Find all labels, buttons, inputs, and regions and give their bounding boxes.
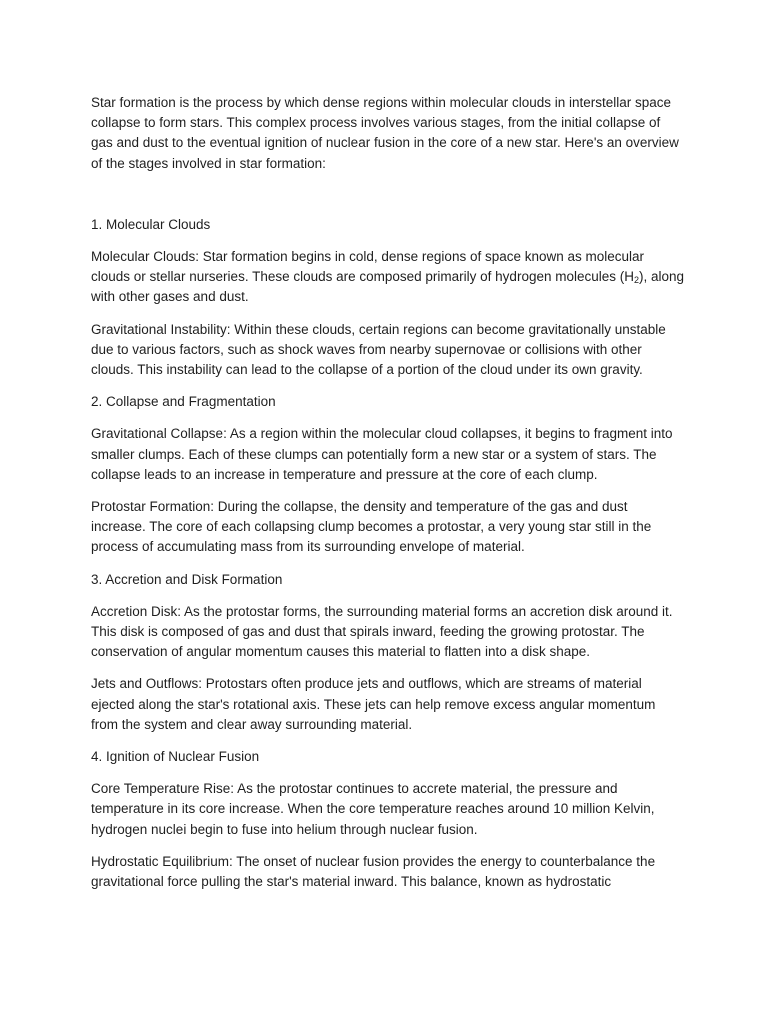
- section-collapse-fragmentation: [91, 392, 685, 557]
- paragraph-core-temperature: Core Temperature Rise: As the protostar continues to accrete material, the pressure and temperature in its core increase. When the core temperature reaches around 10 million Kelvin, hydrogen nuclei begin to fuse into helium through nuclear fusion.: [91, 781, 655, 837]
- paragraph-molecular-clouds: [91, 247, 685, 308]
- subscript: 2: [634, 275, 640, 286]
- section-nuclear-fusion: [91, 747, 685, 892]
- paragraph-jets-outflows: Jets and Outflows: Protostars often produce jets and outflows, which are streams of material ejected along the star's rotational axis. These jets can help remove excess angular momentum from the system and clear away surrounding material.: [91, 676, 656, 732]
- paragraph-accretion-disk: Accretion Disk: As the protostar forms, the surrounding material forms an accretion disk around it. This disk is composed of gas and dust that spirals inward, feeding the growing protostar. The conservation of angular momentum causes this material to flatten into a disk shape.: [91, 603, 673, 660]
- hydrogen-formula: $(H_2)$,: [619, 269, 648, 286]
- paragraph-gravitational-instability: Gravitational Instability: Within these clouds, certain regions can become gravitationally unstable due to various factors, such as shock waves from nearby supernovae or collisions with other clouds. This instability can lead to the collapse of a portion of the cloud under its own gravity.: [91, 321, 666, 378]
- section-heading: 1. Molecular Clouds: [91, 216, 211, 232]
- section-accretion-disk: [91, 570, 685, 735]
- paragraph-gravitational-collapse: Gravitational Collapse: As a region within the molecular cloud collapses, it begins to fragment into smaller clumps. Each of these clumps can potentially form a new star or a system of stars. The collapse leads to an increase in temperature and pressure at the core of each clump.: [91, 426, 673, 482]
- intro-paragraph: Star formation is the process by which dense regions within molecular clouds in interstellar space collapse to form stars. This complex process involves various stages, from the initial collapse of gas and dust to the eventual ignition of nuclear fusion in the core of a new star. Here's an overview of the stages involved in star formation:: [91, 95, 679, 171]
- document-body: [91, 93, 685, 904]
- paragraph-protostar-formation: Protostar Formation: During the collapse, the density and temperature of the gas and dust increase. The core of each collapsing clump becomes a protostar, a very young star still in the process of accumulating mass from its surrounding envelope of material.: [91, 499, 652, 555]
- paragraph-text: Molecular Clouds: Star formation begins in cold, dense regions of space known as molecular clouds or stellar nurseries. These clouds are composed primarily of hydrogen molecules: [91, 249, 645, 285]
- section-molecular-clouds: [91, 215, 685, 380]
- section-heading: 4. Ignition of Nuclear Fusion: [91, 749, 260, 765]
- section-heading: 2. Collapse and Fragmentation: [91, 394, 276, 410]
- section-heading: 3. Accretion and Disk Formation: [91, 571, 283, 587]
- paragraph-hydrostatic-equilibrium: Hydrostatic Equilibrium: The onset of nuclear fusion provides the energy to counterbalance the gravitational force pulling the star's material inward. This balance, known as hydrostatic: [91, 853, 656, 890]
- paragraph-text: along with other gases and dust.: [91, 269, 685, 305]
